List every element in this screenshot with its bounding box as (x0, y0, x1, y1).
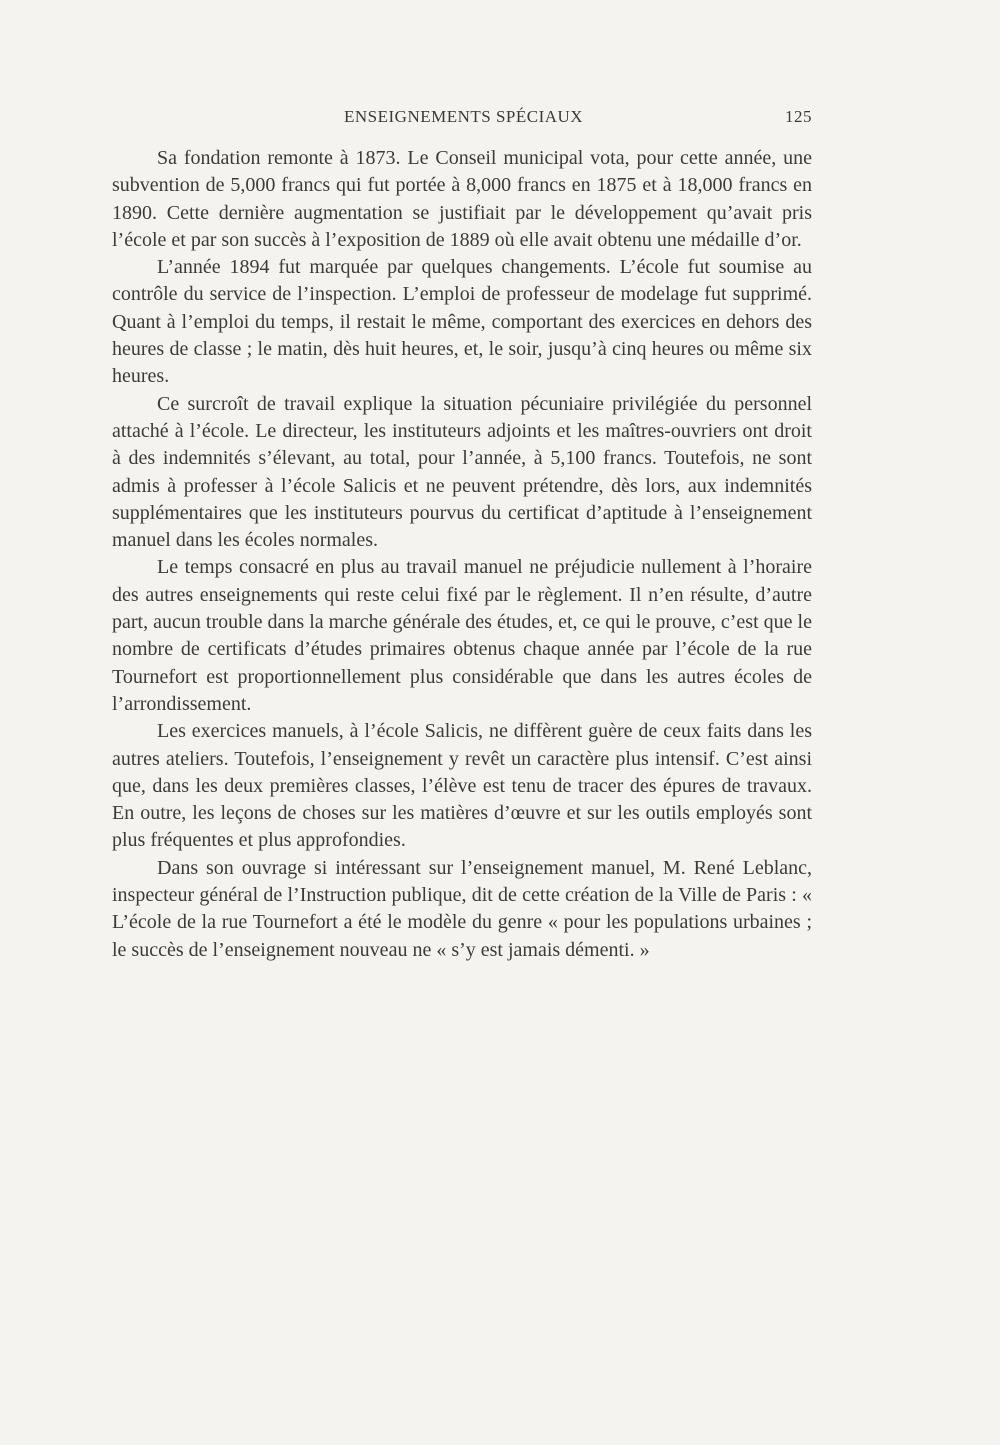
body-text (112, 145, 812, 964)
paragraph: Les exercices manuels, à l’école Salicis, ne diffèrent guère de ceux faits dans les autres ateliers. Toutefois, l’enseignement y revêt un caractère plus intensif. C’est ainsi que, dans les deux premières classes, l’élève est tenu de tracer des épures de travaux. En outre, les leçons de choses sur les matières d’œuvre et sur les outils employés sont plus fréquentes et plus approfondies. (112, 720, 812, 852)
paragraph: Le temps consacré en plus au travail manuel ne préjudicie nullement à l’horaire des autres enseignements qui reste celui fixé par le règlement. Il n’en résulte, d’autre part, aucun trouble dans la marche générale des études, et, ce qui le prouve, c’est que le nombre de certificats d’études primaires obtenus chaque année par l’école de la rue Tournefort est proportionnellement plus considérable que dans les autres écoles de l’arrondissement. (112, 556, 812, 715)
paragraph: Dans son ouvrage si intéressant sur l’enseignement manuel, M. René Leblanc, inspecteur général de l’Instruction publique, dit de cette création de la Ville de Paris : « L’école de la rue Tournefort a été le modèle du genre « pour les populations urbaines ; le succès de l’enseignement nouveau ne « s’y est jamais démenti. » (112, 856, 812, 961)
running-head (112, 107, 812, 133)
running-title: ENSEIGNEMENTS SPÉCIAUX (344, 107, 584, 126)
paragraph: L’année 1894 fut marquée par quelques changements. L’école fut soumise au contrôle du service de l’inspection. L’emploi de professeur de modelage fut supprimé. Quant à l’emploi du temps, il restait le même, comportant des exercices en dehors des heures de classe ; le matin, dès huit heures, et, le soir, jusqu’à cinq heures ou même six heures. (112, 256, 812, 388)
paragraph: Sa fondation remonte à 1873. Le Conseil municipal vota, pour cette année, une subvention de 5,000 francs qui fut portée à 8,000 francs en 1875 et à 18,000 francs en 1890. Cette dernière augmentation se justifiait par le développement qu’avait pris l’école et par son succès à l’exposition de 1889 où elle avait obtenu une médaille d’or. (112, 147, 812, 251)
page-number: 125 (785, 107, 812, 126)
paragraph: Ce surcroît de travail explique la situation pécuniaire privilégiée du personnel attaché à l’école. Le directeur, les instituteurs adjoints et les maîtres-ouvriers ont droit à des indemnités s’élevant, au total, pour l’année, à 5,100 francs. Toutefois, ne sont admis à professer à l’école Salicis et ne peuvent prétendre, dès lors, aux indemnités supplémentaires que les instituteurs pourvus du certificat d’aptitude à l’enseignement manuel dans les écoles normales. (112, 392, 812, 552)
